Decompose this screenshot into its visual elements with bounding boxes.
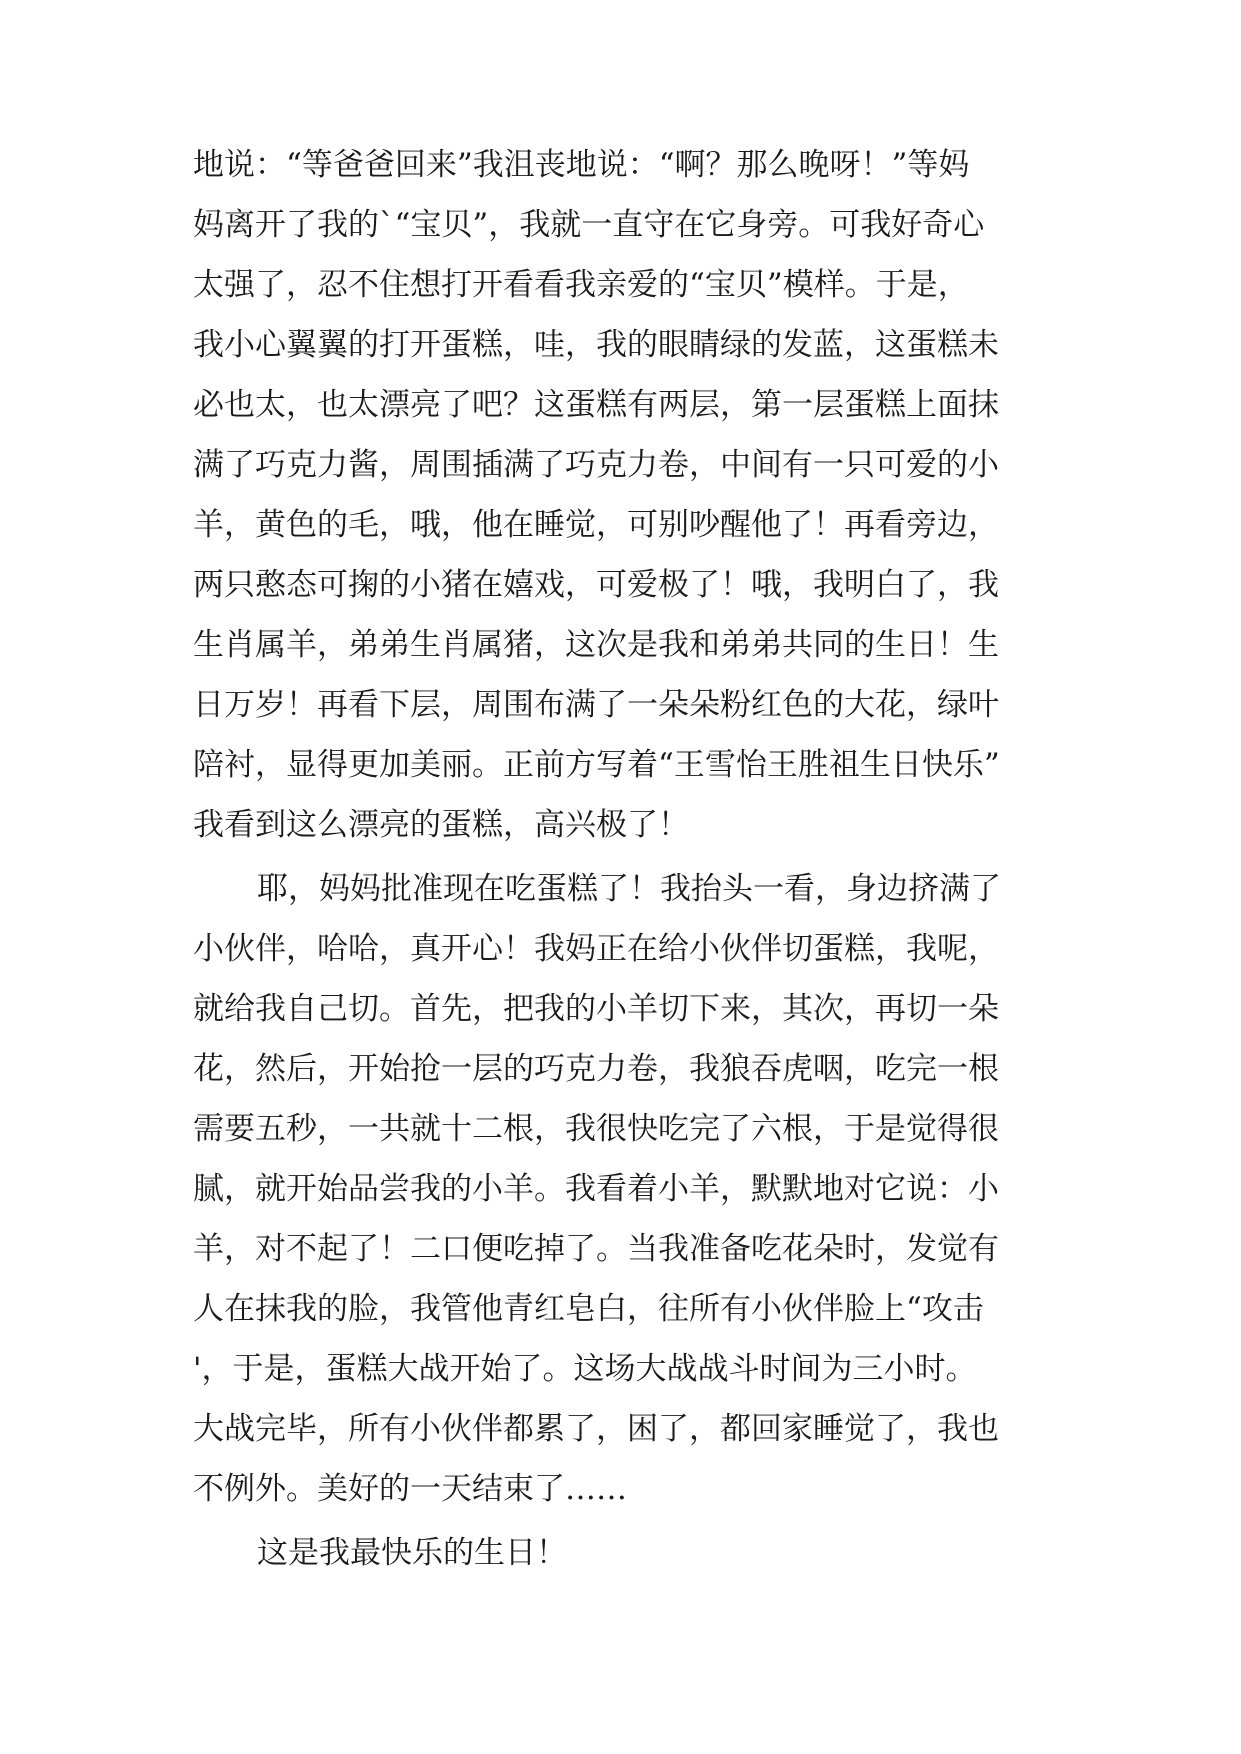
text-line: 大战完毕，所有小伙伴都累了，困了，都回家睡觉了，我也: [193, 1411, 999, 1447]
text-line: 地说：“等爸爸回来”我沮丧地说：“啊？那么晚呀！”等妈: [193, 147, 970, 183]
text-line: 妈离开了我的`“宝贝”，我就一直守在它身旁。可我好奇心: [193, 207, 985, 243]
text-line: 满了巧克力酱，周围插满了巧克力卷，中间有一只可爱的小: [193, 447, 999, 483]
text-line: 日万岁！再看下层，周围布满了一朵朵粉红色的大花，绿叶: [193, 687, 999, 723]
text-line: 小伙伴，哈哈，真开心！我妈正在给小伙伴切蛋糕，我呢，: [193, 931, 999, 967]
text-line: 羊，黄色的毛，哦，他在睡觉，可别吵醒他了！再看旁边，: [193, 507, 999, 543]
text-line: 我小心翼翼的打开蛋糕，哇，我的眼睛绿的发蓝，这蛋糕未: [193, 327, 999, 363]
text-line: 生肖属羊，弟弟生肖属猪，这次是我和弟弟共同的生日！生: [193, 627, 999, 663]
text-line: 就给我自己切。首先，把我的小羊切下来，其次，再切一朵: [193, 991, 999, 1027]
text-line: '，于是，蛋糕大战开始了。这场大战战斗时间为三小时。: [193, 1351, 977, 1387]
text-line: 必也太，也太漂亮了吧？这蛋糕有两层，第一层蛋糕上面抹: [193, 387, 999, 423]
text-line: 需要五秒，一共就十二根，我很快吃完了六根，于是觉得很: [193, 1111, 999, 1147]
text-line: 陪衬，显得更加美丽。正前方写着“王雪怡王胜祖生日快乐”: [193, 747, 1000, 783]
text-line: 人在抹我的脸，我管他青红皂白，往所有小伙伴脸上“攻击: [193, 1291, 984, 1327]
text-line: 花，然后，开始抢一层的巧克力卷，我狼吞虎咽，吃完一根: [193, 1051, 999, 1087]
paragraph-first-line: 这是我最快乐的生日！: [257, 1535, 567, 1571]
text-line: 两只憨态可掬的小猪在嬉戏，可爱极了！哦，我明白了，我: [193, 567, 999, 603]
text-line: 太强了，忍不住想打开看看我亲爱的“宝贝”模样。于是，: [193, 267, 969, 303]
text-line: 不例外。美好的一天结束了……: [193, 1471, 627, 1507]
paragraph-first-line: 耶，妈妈批准现在吃蛋糕了！我抬头一看，身边挤满了: [257, 871, 1001, 907]
text-line: 羊，对不起了！二口便吃掉了。当我准备吃花朵时，发觉有: [193, 1231, 999, 1267]
text-line: 我看到这么漂亮的蛋糕，高兴极了！: [193, 807, 689, 843]
text-line: 腻，就开始品尝我的小羊。我看着小羊，默默地对它说：小: [193, 1171, 999, 1207]
